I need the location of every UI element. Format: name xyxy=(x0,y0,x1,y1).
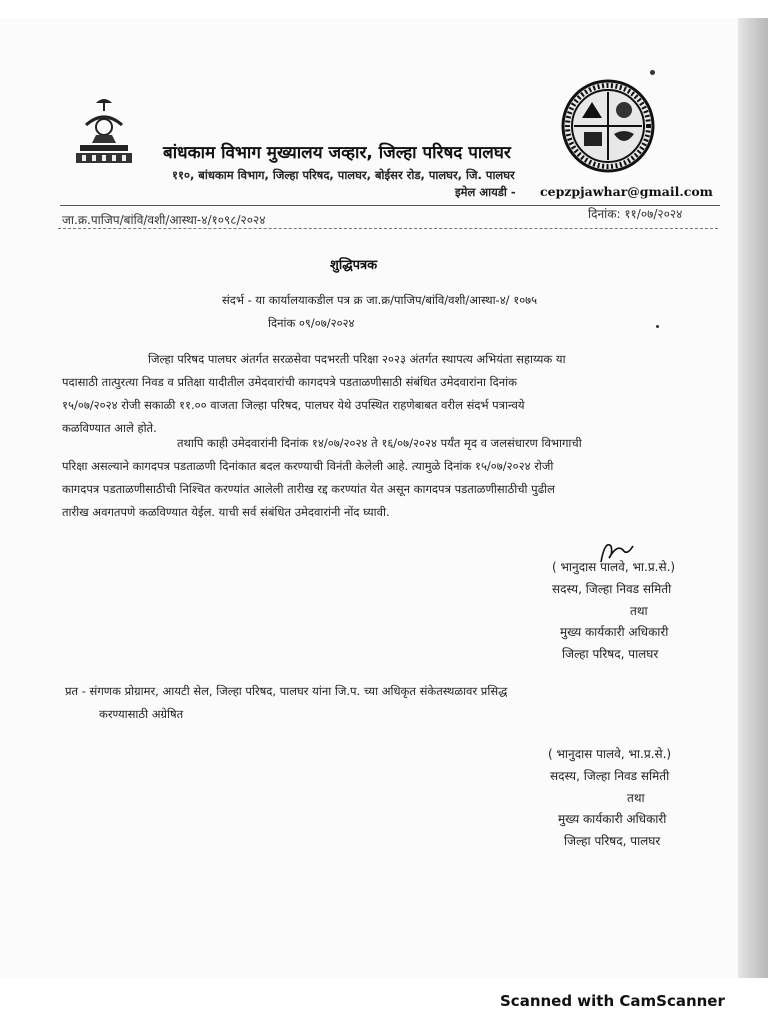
copy-to-line: करण्यासाठी अग्रेषित xyxy=(99,707,184,721)
paragraph-line: कागदपत्र पडताळणीसाठीची निश्चित करण्यांत आलेली तारीख रद्द करण्यांत येत असून कागदपत्र पडताळणीसाठीची पुढील xyxy=(62,482,555,496)
signatory-designation-1: सदस्य, जिल्हा निवड समिती xyxy=(552,582,672,596)
signatory-designation-3: मुख्य कार्यकारी अधिकारी xyxy=(558,812,667,826)
signatory-designation-4: जिल्हा परिषद, पालघर xyxy=(562,647,659,661)
scanner-watermark: Scanned with CamScanner xyxy=(500,992,725,1010)
government-emblem-logo xyxy=(66,95,142,171)
zilla-parishad-seal xyxy=(560,78,656,174)
page-edge-shadow xyxy=(738,18,768,978)
reference-number: जा.क्र.पाजिप/बांवि/वशी/आस्था-४/१०९८/२०२४ xyxy=(62,213,266,227)
signatory-designation-4: जिल्हा परिषद, पालघर xyxy=(564,834,661,848)
paragraph-line: तारीख अवगतपणे कळविण्यात येईल. याची सर्व संबंधित उमेदवारांनी नोंद घ्यावी. xyxy=(62,505,390,519)
paragraph-line: परिक्षा असल्याने कागदपत्र पडताळणी दिनांकात बदल करण्याची विनंती केलेली आहे. त्यामुळे दिनांक १५/०७/२०२४ रोजी xyxy=(62,459,554,473)
document-title: शुद्धिपत्रक xyxy=(330,258,378,273)
signatory-designation-2: तथा xyxy=(627,791,645,805)
issue-date: दिनांक: ११/०७/२०२४ xyxy=(588,207,683,221)
paragraph-line: पदासाठी तात्पुरत्या निवड व प्रतिक्षा यादीतील उमेदवारांची कागदपत्रे पडताळणीसाठी संबंधित उमेदवारांना दिनांक xyxy=(62,375,517,389)
paragraph-line: जिल्हा परिषद पालघर अंतर्गत सरळसेवा पदभरती परिक्षा २०२३ अंतर्गत स्थापत्य अभियंता सहाय्यक या xyxy=(148,352,566,366)
office-address: ११०, बांधकाम विभाग, जिल्हा परिषद, पालघर, बोईसर रोड, पालघर, जि. पालघर xyxy=(172,168,515,182)
office-title: बांधकाम विभाग मुख्यालय जव्हार, जिल्हा परिषद पालघर xyxy=(163,143,511,163)
copy-to-line: प्रत - संगणक प्रोग्रामर, आयटी सेल, जिल्हा परिषद, पालघर यांना जि.प. च्या अधिकृत संकेतस्थळावर प्रसिद्ध xyxy=(65,684,508,698)
reference-underline xyxy=(58,228,718,229)
paragraph-line: १५/०७/२०२४ रोजी सकाळी ११.०० वाजता जिल्हा परिषद, पालघर येथे उपस्थित राहणेबाबत वरील संदर्भ पत्रान्वये xyxy=(62,398,525,412)
email-label: इमेल आयडी - xyxy=(455,185,516,199)
subject-date: दिनांक ०९/०७/२०२४ xyxy=(268,316,355,330)
scan-speck xyxy=(650,70,655,75)
signatory-designation-2: तथा xyxy=(630,604,648,618)
paragraph-line: तथापि काही उमेदवारांनी दिनांक १४/०७/२०२४ ते १६/०७/२०२४ पर्यंत मृद व जलसंधारण विभागाची xyxy=(177,436,582,450)
email-address: cepzpjawhar@gmail.com xyxy=(540,184,713,199)
signatory-designation-1: सदस्य, जिल्हा निवड समिती xyxy=(550,769,670,783)
signatory-name: ( भानुदास पालवे, भा.प्र.से.) xyxy=(548,747,672,761)
signatory-designation-3: मुख्य कार्यकारी अधिकारी xyxy=(560,625,669,639)
paragraph-line: कळविण्यात आले होते. xyxy=(62,421,157,435)
scan-speck xyxy=(656,325,659,328)
subject-reference: संदर्भ - या कार्यालयाकडील पत्र क्र जा.क्र/पाजिप/बांवि/वशी/आस्था-४/ १०७५ xyxy=(222,293,538,307)
signatory-name: ( भानुदास पालवे, भा.प्र.से.) xyxy=(552,560,676,574)
